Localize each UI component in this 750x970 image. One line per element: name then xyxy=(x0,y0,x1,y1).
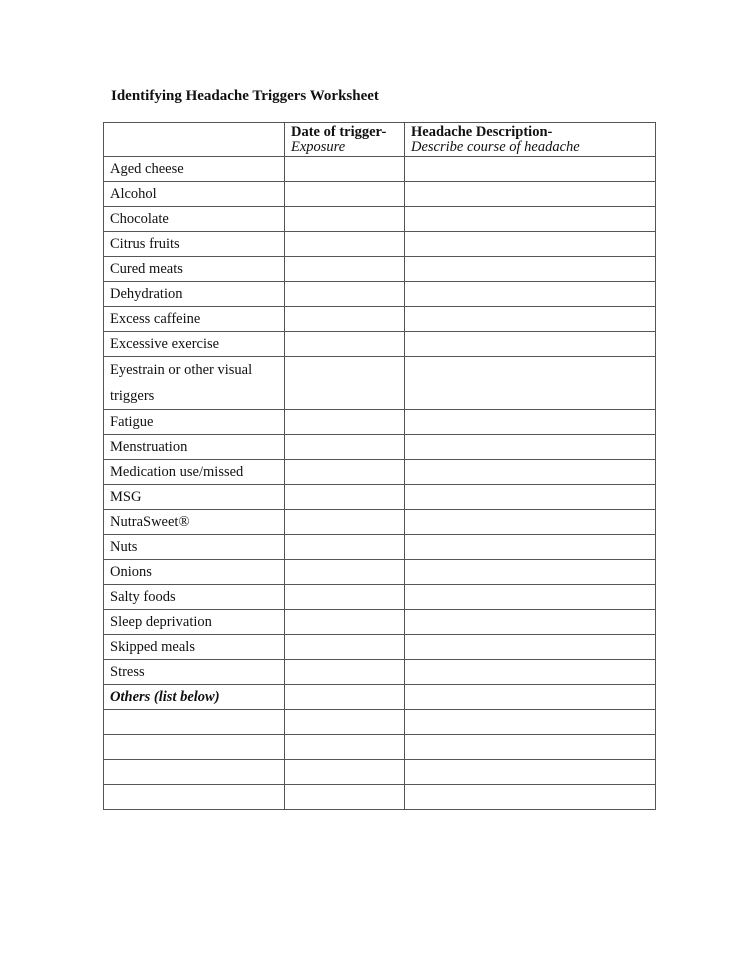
description-entry-cell[interactable] xyxy=(405,710,656,735)
trigger-name-cell: Sleep deprivation xyxy=(104,610,285,635)
date-entry-cell[interactable] xyxy=(285,535,405,560)
trigger-name-cell: Skipped meals xyxy=(104,635,285,660)
date-entry-cell[interactable] xyxy=(285,560,405,585)
table-row xyxy=(104,585,656,610)
description-entry-cell[interactable] xyxy=(405,635,656,660)
date-entry-cell[interactable] xyxy=(285,660,405,685)
trigger-name-cell: Nuts xyxy=(104,535,285,560)
date-entry-cell[interactable] xyxy=(285,460,405,485)
date-entry-cell[interactable] xyxy=(285,510,405,535)
date-entry-cell[interactable] xyxy=(285,610,405,635)
date-entry-cell[interactable] xyxy=(285,232,405,257)
trigger-name-cell: Fatigue xyxy=(104,410,285,435)
description-entry-cell[interactable] xyxy=(405,535,656,560)
description-entry-cell[interactable] xyxy=(405,332,656,357)
description-entry-cell[interactable] xyxy=(405,585,656,610)
trigger-name-cell: Others (list below) xyxy=(104,685,285,710)
description-entry-cell[interactable] xyxy=(405,207,656,232)
trigger-name-cell: Excess caffeine xyxy=(104,307,285,332)
table-row xyxy=(104,535,656,560)
date-entry-cell[interactable] xyxy=(285,435,405,460)
description-entry-cell[interactable] xyxy=(405,410,656,435)
description-entry-cell[interactable] xyxy=(405,760,656,785)
description-entry-cell[interactable] xyxy=(405,560,656,585)
trigger-name-cell: NutraSweet® xyxy=(104,510,285,535)
description-entry-cell[interactable] xyxy=(405,685,656,710)
description-entry-cell[interactable] xyxy=(405,157,656,182)
table-row xyxy=(104,435,656,460)
date-entry-cell[interactable] xyxy=(285,257,405,282)
header-description-cell xyxy=(405,123,656,157)
table-row xyxy=(104,207,656,232)
table-row xyxy=(104,610,656,635)
description-entry-cell[interactable] xyxy=(405,307,656,332)
description-entry-cell[interactable] xyxy=(405,282,656,307)
date-entry-cell[interactable] xyxy=(285,332,405,357)
description-entry-cell[interactable] xyxy=(405,735,656,760)
trigger-name-cell: Alcohol xyxy=(104,182,285,207)
header-description-subtitle: Describe course of headache xyxy=(411,139,580,155)
trigger-name-cell xyxy=(104,735,285,760)
triggers-table xyxy=(103,122,656,810)
date-entry-cell[interactable] xyxy=(285,760,405,785)
description-entry-cell[interactable] xyxy=(405,660,656,685)
date-entry-cell[interactable] xyxy=(285,282,405,307)
table-row xyxy=(104,660,656,685)
table-header-row xyxy=(104,123,656,157)
description-entry-cell[interactable] xyxy=(405,257,656,282)
table-row xyxy=(104,485,656,510)
worksheet-title: Identifying Headache Triggers Worksheet xyxy=(111,88,379,104)
description-entry-cell[interactable] xyxy=(405,785,656,810)
date-entry-cell[interactable] xyxy=(285,357,405,410)
table-row xyxy=(104,282,656,307)
table-row xyxy=(104,785,656,810)
trigger-name-cell xyxy=(104,710,285,735)
trigger-name-cell: Menstruation xyxy=(104,435,285,460)
description-entry-cell[interactable] xyxy=(405,610,656,635)
table-row xyxy=(104,332,656,357)
table-row xyxy=(104,410,656,435)
description-entry-cell[interactable] xyxy=(405,435,656,460)
table-row xyxy=(104,232,656,257)
table-row xyxy=(104,685,656,710)
trigger-name-cell xyxy=(104,760,285,785)
trigger-name-cell: Eyestrain or other visual triggers xyxy=(104,357,285,410)
trigger-name-cell: Dehydration xyxy=(104,282,285,307)
date-entry-cell[interactable] xyxy=(285,585,405,610)
header-description-title: Headache Description- xyxy=(411,124,553,140)
date-entry-cell[interactable] xyxy=(285,485,405,510)
trigger-name-cell xyxy=(104,785,285,810)
table-row xyxy=(104,760,656,785)
table-row xyxy=(104,735,656,760)
date-entry-cell[interactable] xyxy=(285,710,405,735)
description-entry-cell[interactable] xyxy=(405,485,656,510)
description-entry-cell[interactable] xyxy=(405,460,656,485)
trigger-name-cell: Medication use/missed xyxy=(104,460,285,485)
header-trigger-cell xyxy=(104,123,285,157)
table-row xyxy=(104,182,656,207)
date-entry-cell[interactable] xyxy=(285,207,405,232)
date-entry-cell[interactable] xyxy=(285,157,405,182)
header-date-subtitle: Exposure xyxy=(291,139,346,155)
table-row xyxy=(104,635,656,660)
table-row xyxy=(104,460,656,485)
description-entry-cell[interactable] xyxy=(405,182,656,207)
table-row xyxy=(104,560,656,585)
date-entry-cell[interactable] xyxy=(285,410,405,435)
date-entry-cell[interactable] xyxy=(285,182,405,207)
trigger-name-cell: Salty foods xyxy=(104,585,285,610)
description-entry-cell[interactable] xyxy=(405,510,656,535)
header-date-title: Date of trigger- xyxy=(291,124,387,140)
trigger-name-cell: Chocolate xyxy=(104,207,285,232)
trigger-name-cell: Excessive exercise xyxy=(104,332,285,357)
table-row xyxy=(104,710,656,735)
table-row xyxy=(104,357,656,410)
table-row xyxy=(104,257,656,282)
trigger-name-cell: Aged cheese xyxy=(104,157,285,182)
table-row xyxy=(104,510,656,535)
date-entry-cell[interactable] xyxy=(285,785,405,810)
date-entry-cell[interactable] xyxy=(285,635,405,660)
header-date-cell xyxy=(285,123,405,157)
date-entry-cell[interactable] xyxy=(285,307,405,332)
table-row xyxy=(104,157,656,182)
trigger-name-cell: Citrus fruits xyxy=(104,232,285,257)
trigger-name-cell: Onions xyxy=(104,560,285,585)
description-entry-cell[interactable] xyxy=(405,232,656,257)
trigger-name-cell: MSG xyxy=(104,485,285,510)
date-entry-cell[interactable] xyxy=(285,685,405,710)
description-entry-cell[interactable] xyxy=(405,357,656,410)
trigger-name-cell: Cured meats xyxy=(104,257,285,282)
trigger-name-cell: Stress xyxy=(104,660,285,685)
table-row xyxy=(104,307,656,332)
date-entry-cell[interactable] xyxy=(285,735,405,760)
